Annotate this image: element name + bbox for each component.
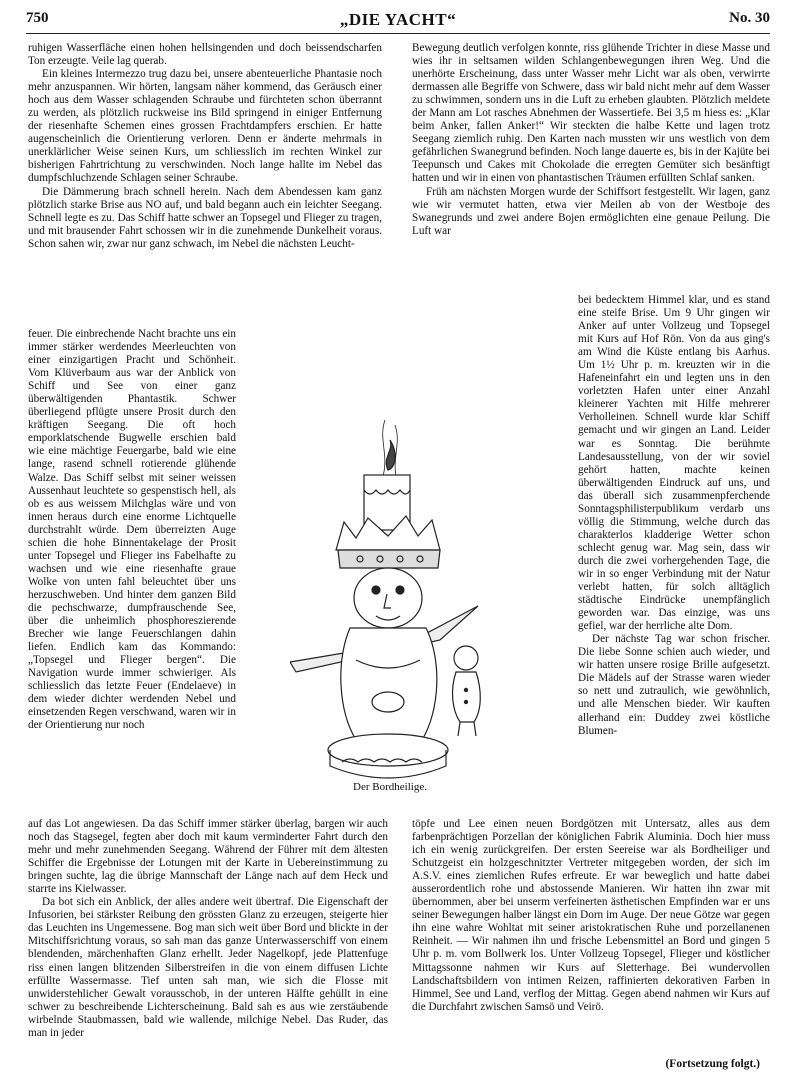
paragraph: Da bot sich ein Anblick, der alles andere weit übertraf. Die Eigenschaft der Infusorien, bei stärkster Reibung den grössten Glanz zu erzeugen, steigerte hier das Leuchten ins Ungemessene. Bog man sich weit über Bord und blickte in der Mitschiffsrichtung voraus, so sah man das ganze Unterwasserschiff von einem blendenden, märchenhaften Glanz erhellt. Jeder Nagelkopf, jede Plattenfuge riss einen langen blitzenden Silberstreifen in die von einem diffusen Lichte erfüllte Wassermasse. Tief unten sah man, wie sich die Flosse mit unwiderstehlicher Gewalt vorausschob, in der unteren Hälfte gehüllt in eine schwer zu beschreibende Lichterscheinung. Bald sah es aus wie zerstäubende wirbelnde Staubmassen, bald wie wallende, milchige Nebel. Das Ruder, das man in jeder <box>28 896 388 1039</box>
left-column-bottom <box>28 818 388 1040</box>
paragraph: ruhigen Wasserfläche einen hohen hellsingenden und doch beissendscharfen Ton erzeugte. Veile lag querab. <box>28 42 382 68</box>
paragraph: Ein kleines Intermezzo trug dazu bei, unsere abenteuerliche Phantasie noch mehr anzuspannen. Wir hörten, langsam näher kommend, das Geräusch einer hoch aus dem Wasser schlagenden Schraube und fürchteten schon überrannt zu werden, als plötzlich ruckweise ins Bild springend in einiger Entfernung der riesenhafte Schemen eines grossen Frachtdampfers erschien. Er hatte augenscheinlich die Orientierung verloren. Denn er änderte mehrmals in unerklärlicher Weise seinen Kurs, um schliesslich im rechten Winkel zur bisherigen Fahrtrichtung zu verschwinden. Noch lange hallte im Nebel das dumpfschluchzende Schlagen seiner Schraube. <box>28 68 382 185</box>
paragraph: töpfe und Lee einen neuen Bordgötzen mit Untersatz, alles aus dem farbenprächtigen Porzellan der königlichen Fabrik Aluminia. Doch hier muss ich ein wenig zurückgreifen. Der ersten Seereise war als Bordheiliger und Schutzgeist ein holzgeschnitzter Vertreter mitgegeben worden, der sich im A.S.V. eines ziemlichen Rufes erfreute. Er war beweglich und hatte dabei ausserordentlich rohe und abstossende Manieren. Wir hatten ihn zwar mit übernommen, aber bei unserm verfeinerten ästhetischen Empfinden war er uns seiner Bewegungen halber längst ein Dorn im Auge. Der neue Götze war gegen ihn eine wahre Wohltat mit seiner aristokratischen Ruhe und porzellanenen Reinheit. — Wir nahmen ihn und frische Lebensmittel an Bord und gingen 5 Uhr p. m. vom Bollwerk los. Unter Vollzeug Topsegel, Flieger und köstlicher Mittagssonne nahmen wir Kurs auf Sletterhage. Bei wundervollen Landschaftsbildern von intimen Reizen, raffinierten dekorativen Farben in Himmel, See und Land, verflog der Mittag. Gegen abend nahmen wir Kurs auf die Durchfahrt zwischen Samsö und Veirö. <box>412 818 770 1013</box>
right-column-narrow <box>578 294 770 738</box>
bordheilige-illustration <box>290 410 490 790</box>
paragraph: Der nächste Tag war schon frischer. Die liebe Sonne schien auch wieder, und wir hatten unsere rosige Brille aufgesetzt. Die Mädels auf der Strasse waren wieder so nett und zutraulich, wie gewöhnlich, und alle Menschen bieder. Wir kauften allerhand ein: Duddey zwei köstliche Blumen- <box>578 633 770 737</box>
header-rule <box>26 33 770 34</box>
issue-number: No. 30 <box>729 10 770 26</box>
left-column-top <box>28 42 382 251</box>
page-header <box>26 10 770 32</box>
paragraph: bei bedecktem Himmel klar, und es stand eine steife Brise. Um 9 Uhr gingen wir Anker auf unter Vollzeug und Topsegel mit Kurs auf Hof Rön. Von da aus ging's am Wind die Küste entlang bis Aarhus. Um 1½ Uhr p. m. kreuzten wir in die Hafeneinfahrt ein und legten uns in den vorletzten Hafen unter einer Anzahl kleinerer Yachten mit Hilfe mehrerer Verholleinen. Schnell wurde klar Schiff gemacht und wir gingen an Land. Leider war es Sonntag. Die berühmte Landesausstellung, von der wir soviel gehört hatten, machte keinen überwältigenden Eindruck auf uns, und das überall sich zusammenpferchende Sonntagsphilisterpublikum verdarb uns völlig die Stimmung, welche durch das charakterlos kladderige Wetter schon schlecht genug war. Mag sein, dass wir durch die zwei vorhergehenden Tage, die wir in so enger Verbindung mit der Natur verlebt hatten, für solch alltäglich städtische Eindrücke unempfänglich geworden war. Das einzige, was uns gefiel, war der herrliche alte Dom. <box>578 294 770 633</box>
paragraph: auf das Lot angewiesen. Da das Schiff immer stärker überlag, bargen wir auch noch das Stagsegel, fegten aber doch mit kaum verminderter Fahrt durch den mehr und mehr zunehmenden Seegang. Während der Führer mit dem ältesten Schiffer die Ergebnisse der Lotungen mit der Karte in Uebereinstimmung zu bringen suchte, lag die übrige Mannschaft der Länge nach auf dem Heck und starrte ins Kielwasser. <box>28 818 388 896</box>
continuation-note: (Fortsetzung folgt.) <box>665 1058 760 1070</box>
right-column-top <box>412 42 770 238</box>
paragraph: Bewegung deutlich verfolgen konnte, riss glühende Trichter in diese Masse und wies ihr in seltsamen wilden Schlangenbewegungen ihren Weg. Und die unerhörte Erscheinung, dass unter Wasser mehr Licht war als oben, verwirrte dermassen alle Begriffe von Schwere, dass wir bald nicht mehr auf dem Wasser zu schwimmen, sondern uns in die Luft zu erheben glaubten. Plötzlich meldete der Mann am Lot rasches Abnehmen der Wassertiefe. Bei 3,5 m hiess es: „Klar beim Anker, fallen Anker!“ Wir steckten die halbe Kette und lagen trotz Seegang ziemlich ruhig. Den Karten nach mussten wir uns westlich von dem gefährlichen Swanegrund befinden. Noch lange dauerte es, bis in der Kajüte bei Teepunsch und Cakes mit Chokolade die erregten Gemüter sich besänftigt hatten und wir in einen von phantastischen Träumen erfüllten Schlaf sanken. <box>412 42 770 185</box>
left-column-narrow <box>28 328 236 732</box>
journal-title: „DIE YACHT“ <box>339 10 457 29</box>
paragraph: Früh am nächsten Morgen wurde der Schiffsort festgestellt. Wir lagen, ganz wie wir vermutet hatten, etwa vier Meilen ab von der Westboje des Swanegrunds und zwei andere Bojen ermöglichten eine genaue Peilung. Die Luft war <box>412 185 770 237</box>
right-column-bottom <box>412 818 770 1014</box>
paragraph: feuer. Die einbrechende Nacht brachte uns ein immer stärker werdendes Meerleuchten von einer einzigartigen Pracht und Schönheit. Vom Klüverbaum aus war der Anblick von Schiff und See von einer ganz überwältigenden Phantastik. Schwer überliegend pflügte unsere Prosit durch den kräftigen Seegang. Die oft hoch emporklatschende Bugwelle erschien bald wie eine mächtige Feuergarbe, bald wie eine lange, rasend schnell rotierende glühende Walze. Das Schiff selbst mit seiner weissen Aussenhaut leuchtete so gespenstisch hell, als ob es aus weissem Milchglas wäre und von innen heraus durch eine enorme Lichtquelle durchstrahlt würde. Dem überreizten Auge schien die hohe Binnentakelage der Prosit unter Topsegel und Flieger ins Fabelhafte zu wachsen und wie eine riesenhafte graue Wolke von unten fahl beleuchtet über uns herzuschweben. Und hinter dem ganzen Bild die pechschwarze, dumpfrauschende See, über die unheimlich phosphoreszierende Brecher wie lange Feuerschlangen dahin liefen. Endlich kam das Kommando: „Topsegel und Flieger bergen“. Die Navigation wurde immer schwieriger. Als schliesslich das letzte Feuer (Endelaeve) in dem wieder dichter werdenden Nebel und einsetzenden Regen verschwand, waren wir in der Orientierung nur noch <box>28 328 236 732</box>
page-number: 750 <box>26 10 49 26</box>
paragraph: Die Dämmerung brach schnell herein. Nach dem Abendessen kam ganz plötzlich starke Brise aus NO auf, und bald begann auch ein leichter Seegang. Schnell legte es zu. Das Schiff hatte schwer an Topsegel und Flieger zu tragen, und mit brausender Fahrt schossen wir in die zunehmende Dunkelheit voraus. Schon sahen wir, zwar nur ganz schwach, im Nebel die nächsten Leucht- <box>28 185 382 250</box>
figure-caption: Der Bordheilige. <box>353 781 427 793</box>
